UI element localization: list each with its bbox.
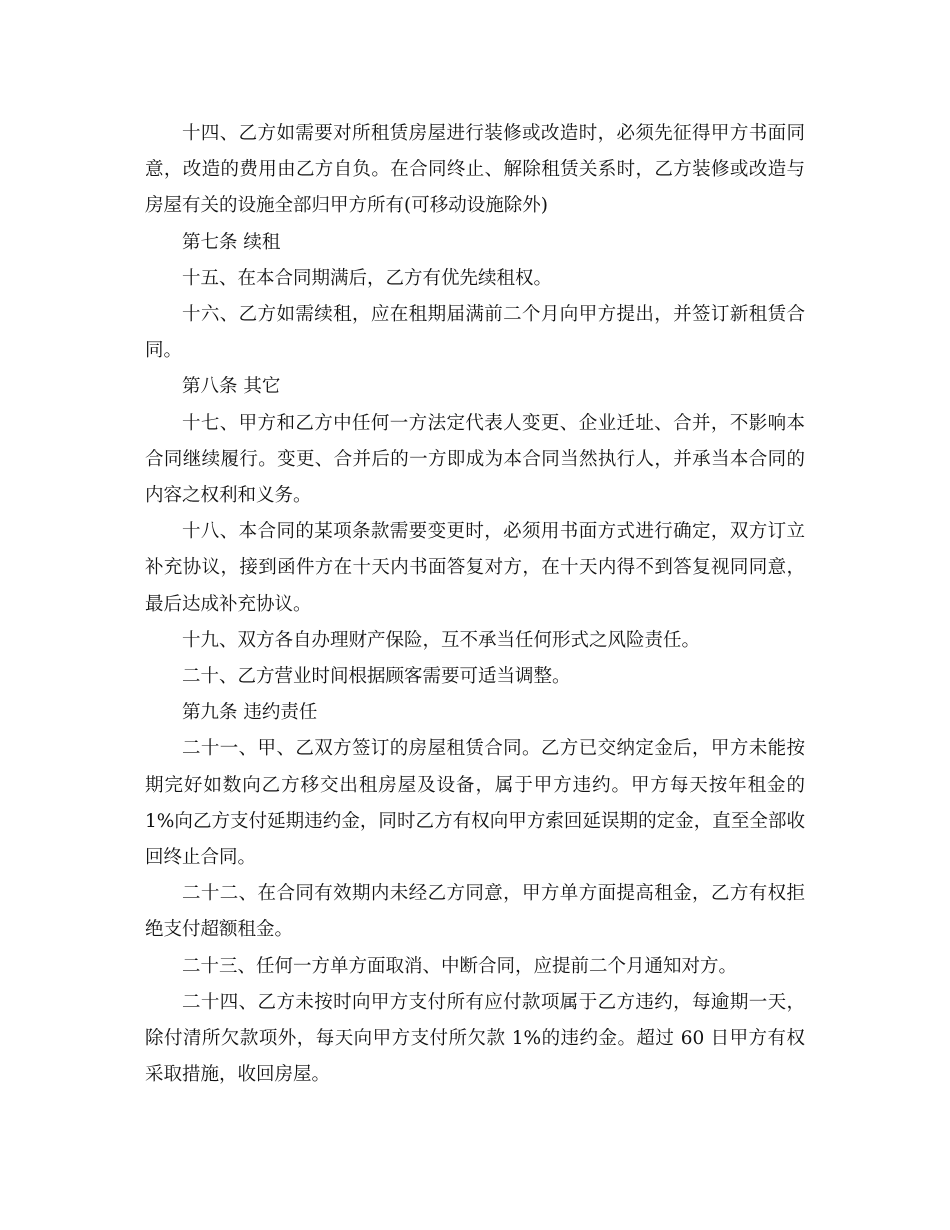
clause-18: 十八、本合同的某项条款需要变更时，必须用书面方式进行确定，双方订立补充协议，接到函件方在十天内书面答复对方，在十天内得不到答复视同同意，最后达成补充协议。 — [145, 521, 805, 615]
clause-17: 十七、甲方和乙方中任何一方法定代表人变更、企业迁址、合并，不影响本合同继续履行。变更、合并后的一方即成为本合同当然执行人，并承当本合同的内容之权利和义务。 — [145, 412, 805, 507]
clause-20: 二十、乙方营业时间根据顾客需要可适当调整。 — [182, 666, 571, 688]
document-body — [145, 116, 805, 1093]
clause-22: 二十二、在合同有效期内未经乙方同意，甲方单方面提高租金，乙方有权拒绝支付超额租金。 — [145, 883, 805, 941]
article-7-heading: 第七条 续租 — [182, 231, 281, 253]
clause-19: 十九、双方各自办理财产保险，互不承当任何形式之风险责任。 — [182, 629, 701, 651]
clause-24: 二十四、乙方未按时向甲方支付所有应付款项属于乙方违约，每逾期一天，除付清所欠款项外，每天向甲方支付所欠款 1%的违约金。超过 60 日甲方有权采取措施，收回房屋。 — [145, 991, 805, 1086]
article-9-heading: 第九条 违约责任 — [182, 702, 318, 724]
clause-14: 十四、乙方如需要对所租赁房屋进行装修或改造时，必须先征得甲方书面同意，改造的费用由乙方自负。在合同终止、解除租赁关系时，乙方装修或改造与房屋有关的设施全部归甲方所有(可移动设施除外) — [145, 123, 805, 217]
clause-23: 二十三、任何一方单方面取消、中断合同，应提前二个月通知对方。 — [182, 955, 738, 977]
clause-21: 二十一、甲、乙双方签订的房屋租赁合同。乙方已交纳定金后，甲方未能按期完好如数向乙方移交出租房屋及设备，属于甲方违约。甲方每天按年租金的 1%向乙方支付延期违约金，同时乙方有权向甲方索回延误期的定金，直至全部收回终止合同。 — [145, 738, 805, 869]
clause-15: 十五、在本合同期满后，乙方有优先续租权。 — [182, 267, 553, 289]
clause-16: 十六、乙方如需续租，应在租期届满前二个月向甲方提出，并签订新租赁合同。 — [145, 304, 805, 362]
article-8-heading: 第八条 其它 — [182, 376, 281, 398]
